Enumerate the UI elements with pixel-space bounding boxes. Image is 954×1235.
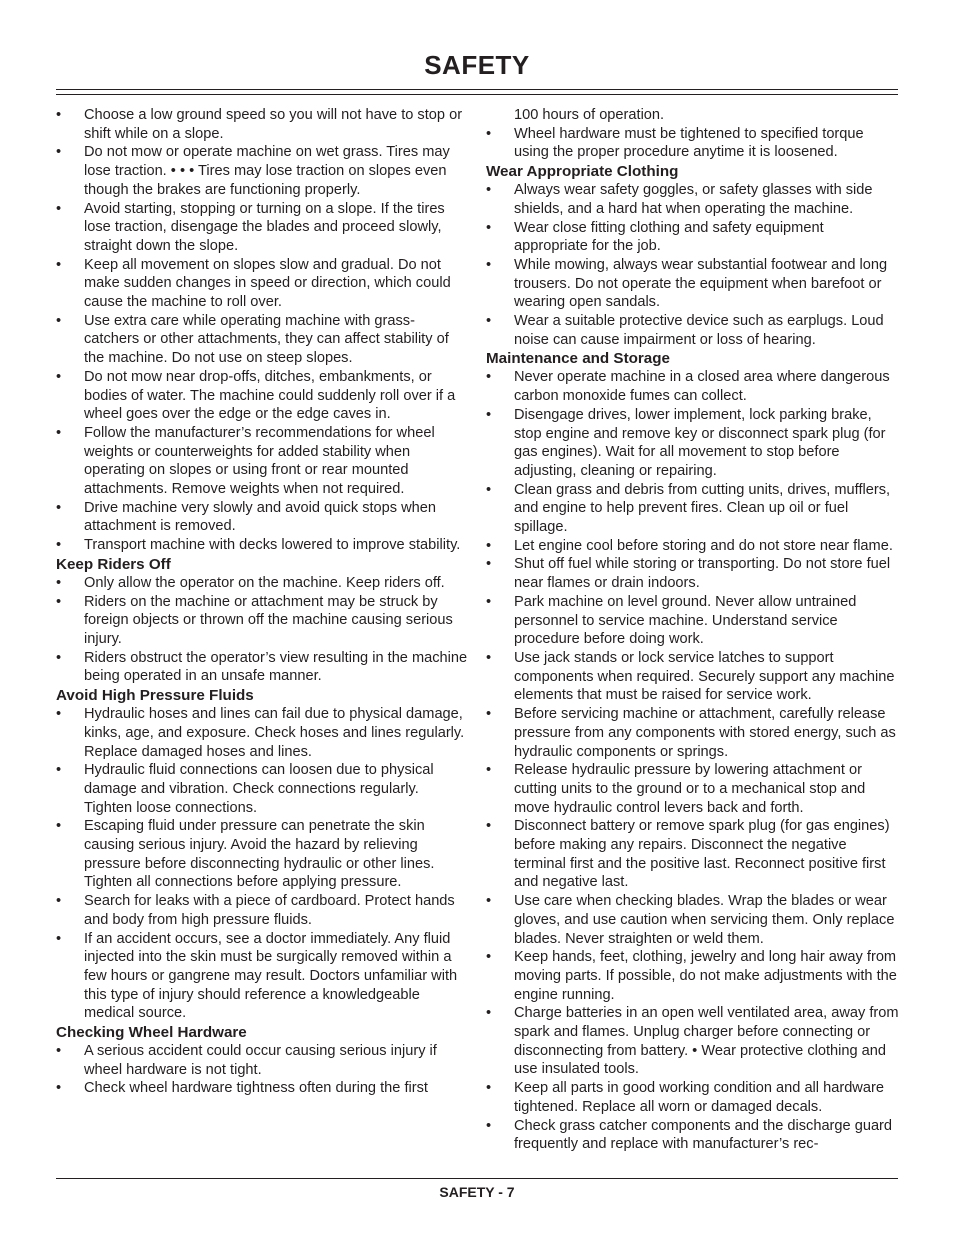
list-item: • Keep all movement on slopes slow and gradual. Do not make sudden changes in speed or direction, which could cause the machine to roll over. — [56, 256, 451, 311]
list-item: • Use extra care while operating machine with grass-catchers or other attachments, they can affect stability of the machine. Do not use on steep slopes. — [56, 312, 449, 367]
page-title: SAFETY — [424, 50, 530, 80]
bullet-icon: • — [486, 313, 492, 330]
bullet-icon: • — [486, 1080, 492, 1097]
list-item: • Choose a low ground speed so you will not have to stop or shift while on a slope. — [56, 107, 463, 142]
section-heading: Wear Appropriate Clothing — [486, 163, 679, 181]
bullet-icon: • — [56, 256, 62, 273]
bullet-icon: • — [56, 499, 62, 516]
bullet-icon: • — [486, 369, 492, 386]
list-item: • Let engine cool before storing and do not store near flame. — [486, 537, 893, 554]
list-item: • Before servicing machine or attachment, carefully release pressure from any components with stored energy, such as hydraulic components or springs. — [486, 706, 896, 760]
left-column — [56, 106, 470, 1098]
list-item: • Riders obstruct the operator’s view resulting in the machine being operated in an unsafe manner. — [56, 649, 468, 685]
list-item: • Disengage drives, lower implement, lock parking brake, stop engine and remove key or disconnect spark plug (for gas engines). Wait for all movement to stop before adjusting, cleaning or repairing. — [486, 406, 886, 479]
list-item: • Wear a suitable protective device such as earplugs. Loud noise can cause impairment or loss of hearing. — [486, 313, 884, 348]
list-item: • Check wheel hardware tightness often during the first — [56, 1080, 428, 1097]
bullet-icon: • — [486, 537, 492, 554]
list-item: • Search for leaks with a piece of cardboard. Protect hands and body from high pressure fluids. — [56, 893, 455, 928]
bullet-icon: • — [486, 893, 492, 910]
high-pressure-list — [56, 705, 470, 1023]
bullet-icon: • — [486, 818, 492, 835]
list-item: • Wheel hardware must be tightened to specified torque using the proper procedure anytime it is loosened. — [486, 125, 864, 161]
list-item: • Only allow the operator on the machine. Keep riders off. — [56, 574, 445, 591]
bullet-icon: • — [486, 593, 492, 610]
list-item: • Avoid starting, stopping or turning on a slope. If the tires lose traction, disengage the blades and proceed slowly, straight down the slope. — [56, 200, 445, 254]
bullet-icon: • — [56, 200, 62, 217]
bullet-icon: • — [486, 556, 492, 573]
list-item: • While mowing, always wear substantial footwear and long trousers. Do not operate the equipment when barefoot or wearing open sandals. — [486, 256, 888, 311]
list-item: • Disconnect battery or remove spark plug (for gas engines) before making any repairs. Disconnect the negative terminal first and the positive last. Reconnect positive first and negative last. — [486, 818, 890, 891]
section-heading: Keep Riders Off — [56, 555, 171, 573]
bullet-icon: • — [56, 144, 62, 161]
header-rule — [56, 89, 898, 90]
bullet-icon: • — [56, 930, 62, 947]
bullet-icon: • — [486, 481, 492, 498]
list-item: • If an accident occurs, see a doctor immediately. Any fluid injected into the skin must be surgically removed within a few hours or gangrene may result. Doctors unfamiliar with this type of injury should reference a knowledgeable medical source. — [56, 930, 458, 1022]
bullet-icon: • — [56, 537, 62, 554]
bullet-icon: • — [486, 949, 492, 966]
bullet-icon: • — [486, 1117, 492, 1134]
list-item: • Hydraulic hoses and lines can fail due to physical damage, kinks, age, and exposure. Check hoses and lines regularly. Replace damaged hoses and lines. — [56, 706, 465, 760]
list-item: • Keep hands, feet, clothing, jewelry and long hair away from moving parts. If possible, do not make adjustments with the engine running. — [486, 949, 897, 1003]
list-item: • Drive machine very slowly and avoid quick stops when attachment is removed. — [56, 499, 437, 535]
wheel-hardware-list — [56, 1042, 470, 1098]
bullet-icon: • — [56, 107, 62, 123]
bullet-icon: • — [56, 818, 62, 835]
list-item: • Riders on the machine or attachment may be struck by foreign objects or thrown off the machine causing serious injury. — [56, 593, 453, 647]
list-item: • A serious accident could occur causing serious injury if wheel hardware is not tight. — [56, 1043, 437, 1078]
list-item: • Wear close fitting clothing and safety equipment appropriate for the job. — [486, 219, 824, 255]
list-item: • Use jack stands or lock service latches to support components when required. Securely support any machine elements that must be raised for service work. — [486, 649, 895, 704]
bullet-icon: • — [56, 312, 62, 329]
section-heading: Maintenance and Storage — [486, 350, 670, 368]
list-item: • Release hydraulic pressure by lowering attachment or cutting units to the ground or to a mechanical stop and move hydraulic control levers back and forth. — [486, 762, 866, 816]
bullet-icon: • — [486, 219, 492, 236]
bullet-icon: • — [486, 649, 492, 666]
bullet-icon: • — [56, 1080, 62, 1097]
bullet-icon: • — [56, 893, 62, 910]
list-item: • Charge batteries in an open well ventilated area, away from spark and flames. Unplug charger before connecting or disconnecting from battery. • Wear protective clothing and use insulated tools. — [486, 1005, 899, 1078]
list-item: • Park machine on level ground. Never allow untrained personnel to service machine. Understand service procedure before doing work. — [486, 593, 857, 648]
list-item: • Follow the manufacturer’s recommendations for wheel weights or counterweights for added stability when operating on slopes or using front or rear mounted attachments. Remove weights when not required. — [56, 424, 435, 498]
bullet-icon: • — [486, 1005, 492, 1022]
header-rule-thin — [56, 94, 898, 95]
list-item: • Hydraulic fluid connections can loosen due to physical damage and vibration. Check connections regularly. Tighten loose connections. — [56, 762, 434, 816]
bullet-icon: • — [56, 706, 62, 723]
list-item: • Clean grass and debris from cutting units, drives, mufflers, and engine to help prevent fires. Clean up oil or fuel spillage. — [486, 481, 891, 536]
bullet-icon: • — [486, 406, 492, 423]
bullet-icon: • — [56, 649, 62, 666]
list-item: • Never operate machine in a closed area where dangerous carbon monoxide fumes can collect. — [486, 369, 890, 405]
bullet-icon: • — [56, 574, 62, 591]
bullet-icon: • — [486, 762, 492, 779]
bullet-icon: • — [56, 1043, 62, 1060]
list-item: • Check grass catcher components and the discharge guard frequently and replace with manufacturer’s rec- — [486, 1117, 893, 1153]
right-column — [486, 106, 900, 1154]
bullet-icon: • — [56, 424, 62, 441]
list-item: • Do not mow near drop-offs, ditches, embankments, or bodies of water. The machine could suddenly roll over if a wheel goes over the edge or the edge caves in. — [56, 368, 456, 423]
footer-rule — [56, 1178, 898, 1179]
section-heading: Checking Wheel Hardware — [56, 1024, 247, 1042]
bullet-icon: • — [56, 762, 62, 779]
page-footer: SAFETY - 7 — [439, 1184, 515, 1200]
intro-list — [56, 106, 470, 555]
list-item: • Always wear safety goggles, or safety glasses with side shields, and a hard hat when operating the machine. — [486, 182, 873, 217]
list-item: • Transport machine with decks lowered to improve stability. — [56, 537, 461, 554]
clothing-list — [486, 181, 900, 349]
bullet-icon: • — [56, 368, 62, 385]
maintenance-list — [486, 368, 900, 1154]
section-heading: Avoid High Pressure Fluids — [56, 687, 254, 705]
bullet-icon: • — [486, 256, 492, 273]
bullet-icon: • — [486, 182, 492, 199]
list-item: • Shut off fuel while storing or transporting. Do not store fuel near flames or drain indoors. — [486, 556, 891, 592]
bullet-icon: • — [486, 125, 492, 142]
list-item: • Use care when checking blades. Wrap the blades or wear gloves, and use caution when servicing them. Only replace blades. Never straighten or weld them. — [486, 893, 895, 947]
bullet-icon: • — [486, 706, 492, 723]
list-item: • Escaping fluid under pressure can penetrate the skin causing serious injury. Avoid the hazard by relieving pressure before disconnecting hydraulic or other lines. Tighten all connections before applying pressure. — [56, 818, 435, 891]
list-item: • Do not mow or operate machine on wet grass. Tires may lose traction. • • • Tires may lose traction on slopes even though the brakes are functioning properly. — [56, 144, 450, 198]
bullet-icon: • — [56, 593, 62, 610]
list-item: • Keep all parts in good working condition and all hardware tightened. Replace all worn or damaged decals. — [486, 1080, 884, 1115]
continued-text: 100 hours of operation. — [514, 107, 665, 123]
keep-riders-off-list — [56, 574, 470, 686]
